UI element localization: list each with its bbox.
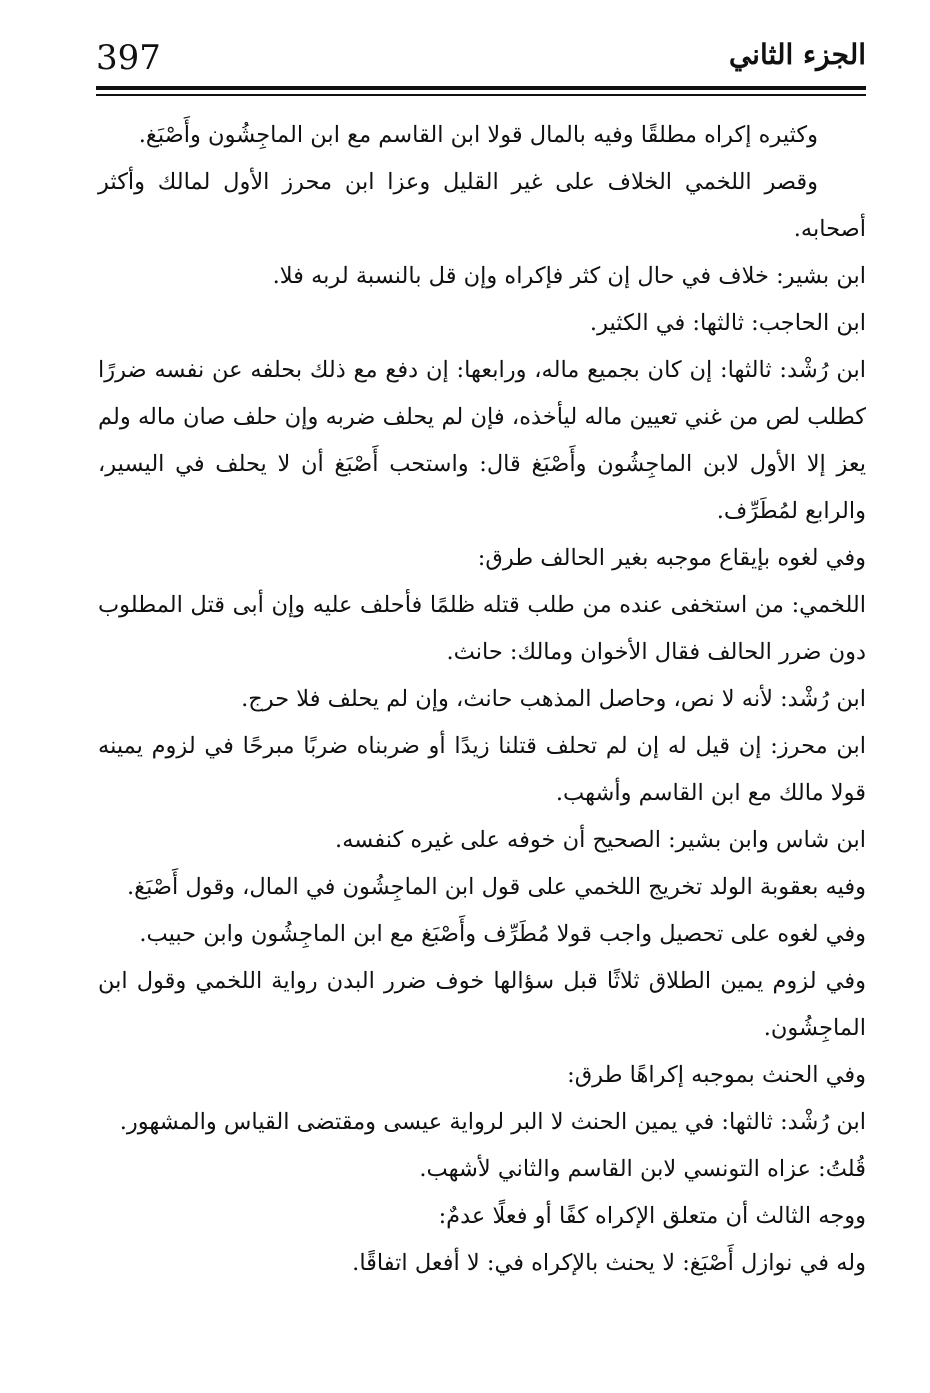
paragraph: وفي الحنث بموجبه إكراهًا طرق: — [567, 1062, 866, 1088]
paragraph: وفي لغوه على تحصيل واجب قولا مُطَرِّف وأَصْبَغ مع ابن الماجِشُون وابن حبيب. — [139, 921, 866, 947]
paragraph: ابن محرز: إن قيل له إن لم تحلف قتلنا زيدًا أو ضربناه ضربًا مبرحًا في لزوم يمينه قولا مالك مع ابن القاسم وأشهب. — [98, 733, 866, 806]
paragraph: ابن رُشْد: ثالثها: في يمين الحنث لا البر لرواية عيسى ومقتضى القياس والمشهور. — [119, 1109, 866, 1135]
header-rule-thick — [96, 86, 866, 90]
page-number: 397 — [96, 38, 161, 78]
page-header — [96, 34, 866, 84]
header-rule-thin — [96, 94, 866, 96]
paragraph: وفيه بعقوبة الولد تخريج اللخمي على قول ابن الماجِشُون في المال، وقول أَصْبَغ. — [126, 874, 866, 900]
paragraph: ابن رُشْد: ثالثها: إن كان بجميع ماله، ورابعها: إن دفع مع ذلك بحلفه عن نفسه ضررًا كطلب لص من غني تعيين ماله ليأخذه، فإن لم يحلف ضربه وإن حلف صان ماله ولم يعز إلا الأول لابن الماجِشُون وأَصْبَغ قال: واستحب أَصْبَغ أن لا يحلف في اليسير، والرابع لمُطَرِّف. — [98, 357, 866, 524]
paragraph: وله في نوازل أَصْبَغ: لا يحنث بالإكراه في: لا أفعل اتفاقًا. — [352, 1250, 866, 1276]
paragraph: وكثيره إكراه مطلقًا وفيه بالمال قولا ابن القاسم مع ابن الماجِشُون وأَصْبَغ. — [138, 122, 818, 148]
body-text — [98, 112, 866, 1287]
paragraph: ابن رُشْد: لأنه لا نص، وحاصل المذهب حانث، وإن لم يحلف فلا حرج. — [241, 686, 866, 712]
paragraph: ابن بشير: خلاف في حال إن كثر فإكراه وإن قل بالنسبة لربه فلا. — [272, 263, 866, 289]
paragraph: ووجه الثالث أن متعلق الإكراه كفًا أو فعلًا عدمٌ: — [438, 1203, 866, 1229]
paragraph: ابن شاس وابن بشير: الصحيح أن خوفه على غيره كنفسه. — [335, 827, 866, 853]
running-title: الجزء الثاني — [728, 38, 866, 71]
paragraph: وفي لغوه بإيقاع موجبه بغير الحالف طرق: — [477, 545, 866, 571]
paragraph: وفي لزوم يمين الطلاق ثلاثًا قبل سؤالها خوف ضرر البدن رواية اللخمي وقول ابن الماجِشُون. — [98, 968, 866, 1041]
paragraph: قُلتُ: عزاه التونسي لابن القاسم والثاني لأشهب. — [419, 1156, 866, 1182]
paragraph: وقصر اللخمي الخلاف على غير القليل وعزا ابن محرز الأول لمالك وأكثر أصحابه. — [98, 169, 866, 242]
paragraph: اللخمي: من استخفى عنده من طلب قتله ظلمًا فأحلف عليه وإن أبى قتل المطلوب دون ضرر الحالف فقال الأخوان ومالك: حانث. — [98, 592, 866, 665]
paragraph: ابن الحاجب: ثالثها: في الكثير. — [589, 310, 866, 336]
